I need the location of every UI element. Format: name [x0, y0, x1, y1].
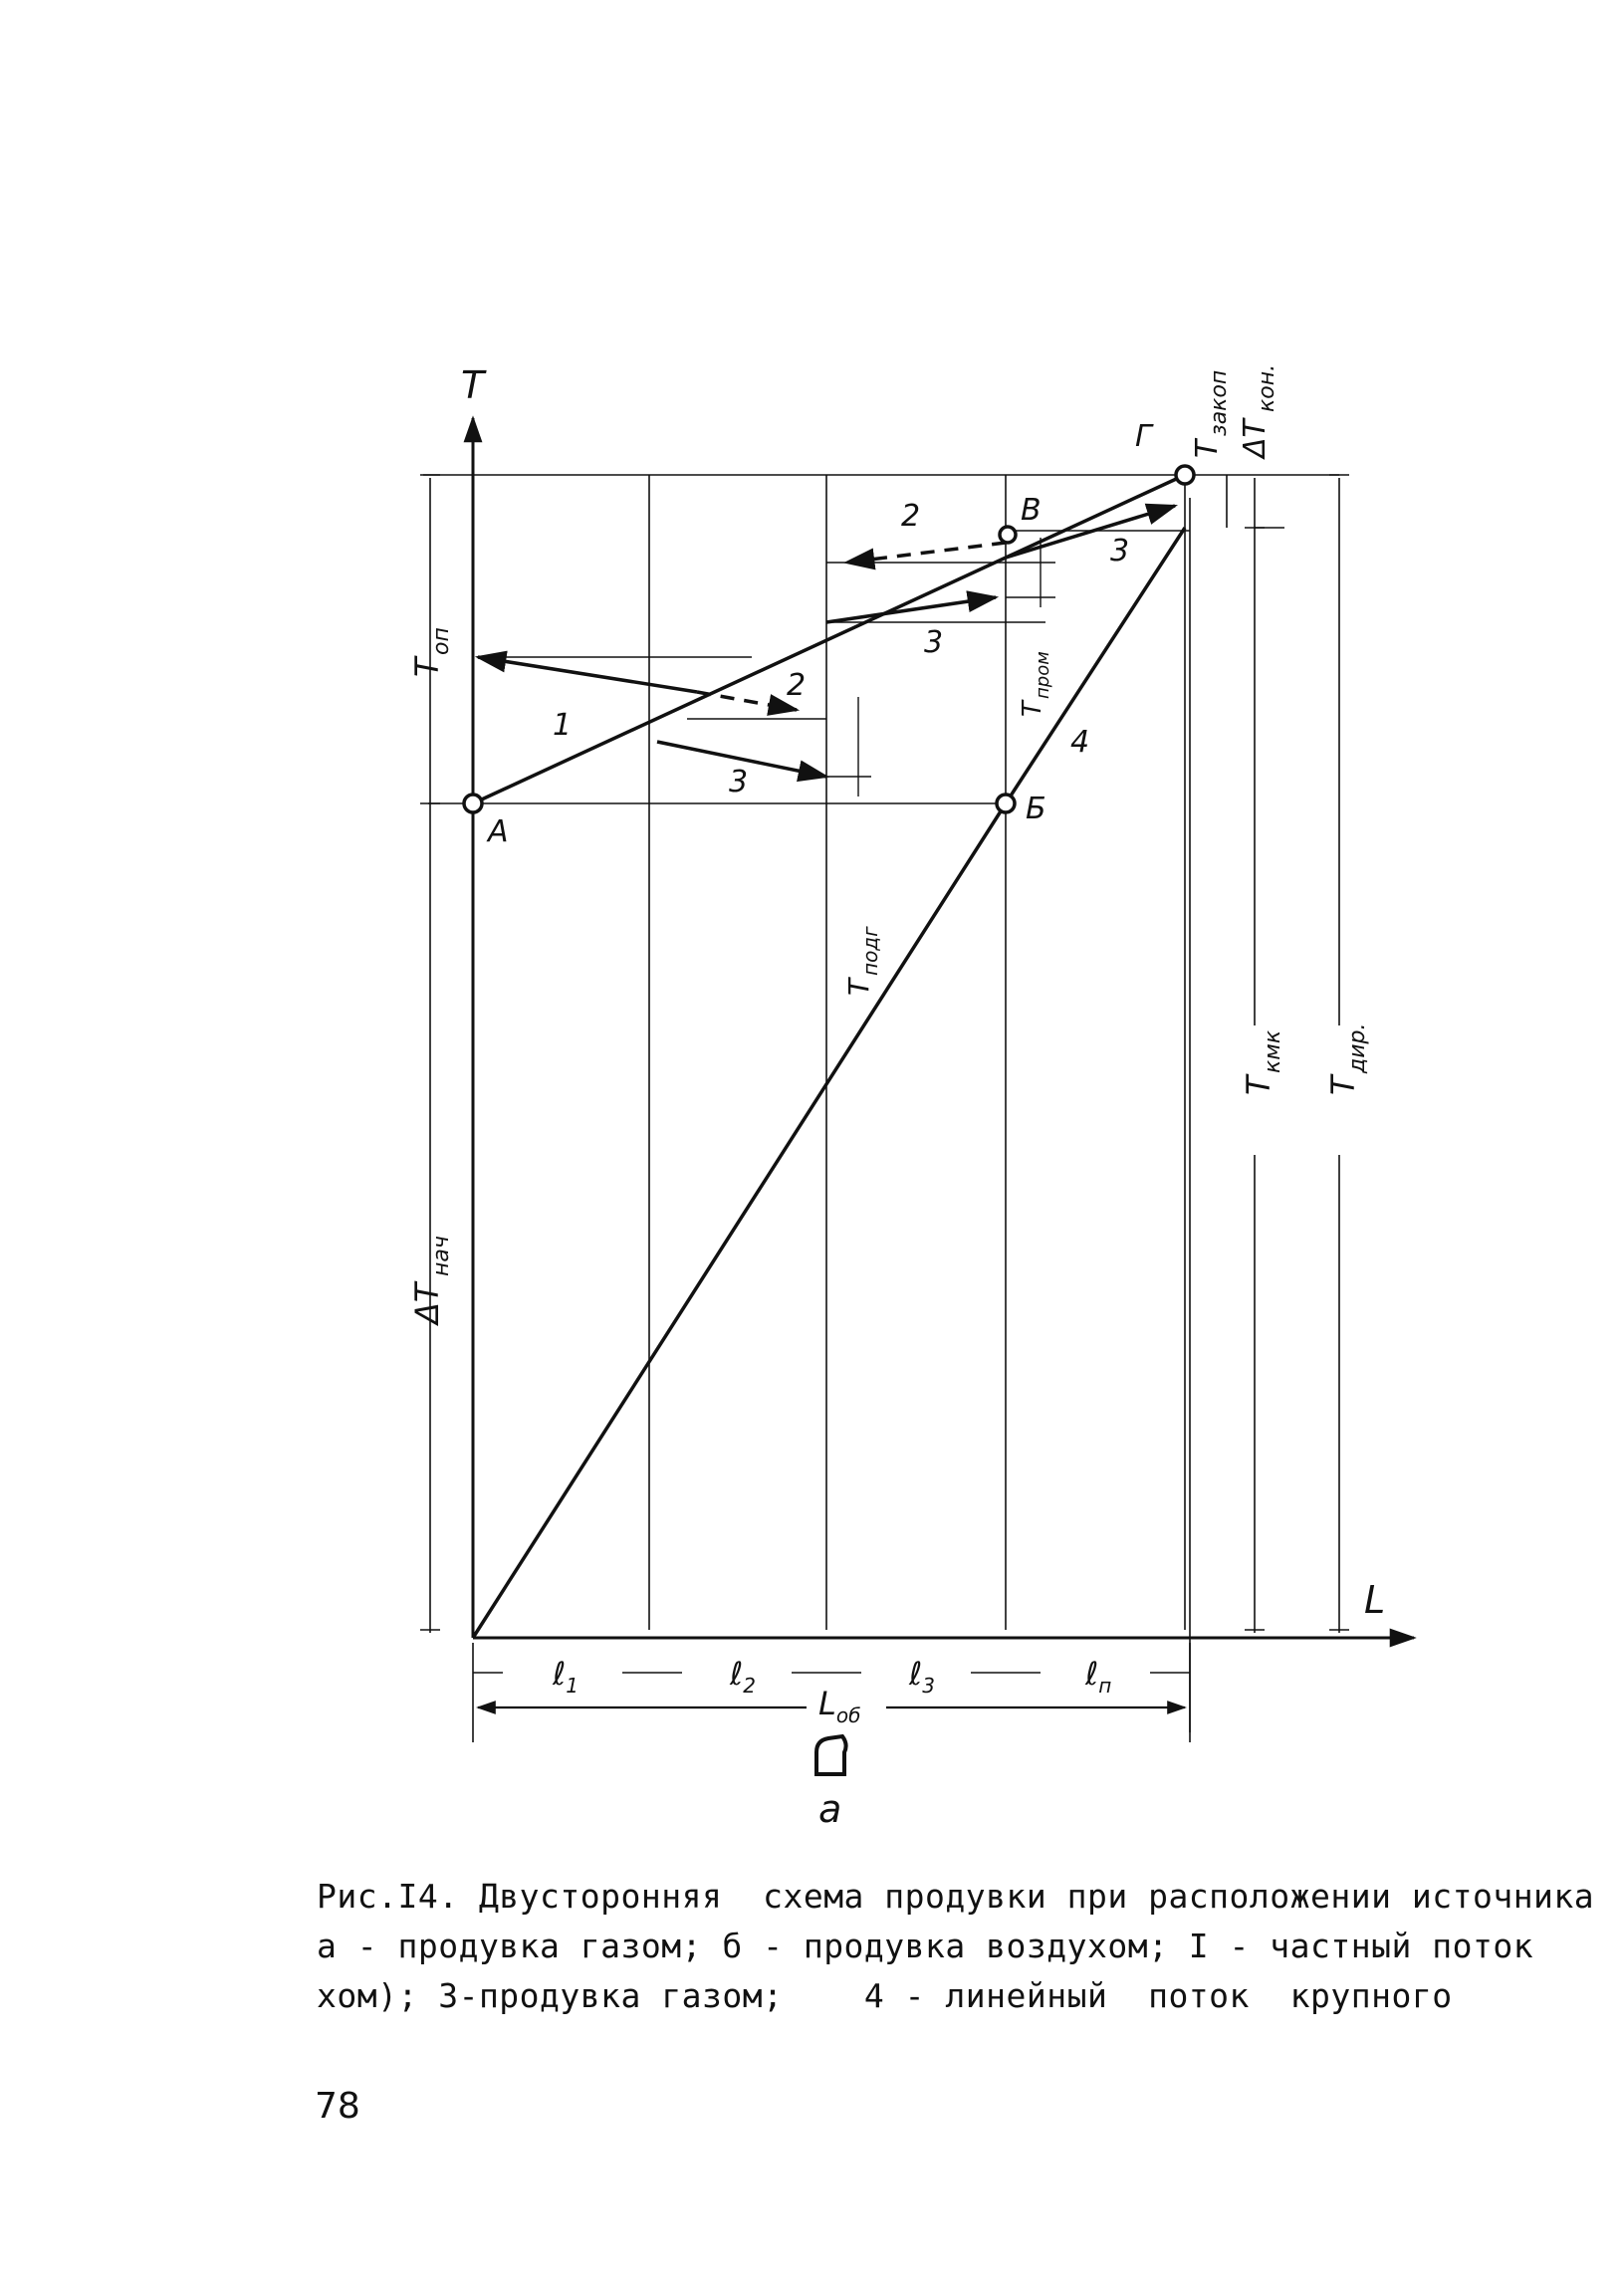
y-axis-label: T [461, 363, 485, 407]
caption-line-1: Рис.I4. Двусторонняя схема продувки при расположении источника [317, 1877, 1595, 1916]
svg-text:T: T [408, 657, 446, 677]
page-number: 78 [315, 2086, 360, 2127]
label-B: Б [1026, 792, 1046, 826]
point-G [1176, 466, 1194, 484]
panel-letter: а [818, 1787, 842, 1831]
t-op-label [408, 627, 454, 677]
caption-line-3: хом); 3-продувка газом; 4 - линейный поток крупного [317, 1976, 1453, 2015]
main-lines [473, 475, 1185, 1638]
line-number-2a: 2 [787, 668, 807, 703]
point-B [997, 795, 1015, 812]
dt-nach-label [408, 1236, 454, 1327]
svg-text:T: T [1018, 701, 1047, 717]
source-symbol-icon [816, 1736, 846, 1774]
svg-text:T: T [1324, 1075, 1362, 1095]
svg-text:ΔT: ΔT [1238, 419, 1273, 458]
arrow-2-upper-dashed [846, 543, 1006, 563]
figure-caption [317, 1872, 1601, 2021]
svg-text:нач: нач [429, 1236, 454, 1276]
svg-text:дир.: дир. [1345, 1023, 1370, 1073]
label-G: Г [1135, 419, 1152, 454]
svg-text:T: T [842, 978, 875, 996]
seg-lob: $L_{об}$ [818, 1685, 861, 1727]
x-axis-label: L [1364, 1578, 1386, 1622]
label-V: В [1021, 493, 1042, 528]
svg-text:закоп: закоп [1207, 369, 1232, 436]
svg-text:подг: подг [858, 926, 882, 976]
line-number-1: 1 [553, 708, 573, 743]
t-prom-label [1018, 651, 1053, 717]
seg-l2: ℓ$_2$ [730, 1655, 756, 1698]
svg-text:кмк: кмк [1261, 1029, 1285, 1073]
line-number-3c: 3 [1110, 534, 1130, 568]
seg-l3: ℓ$_3$ [909, 1655, 935, 1698]
svg-text:пром: пром [1033, 651, 1053, 699]
point-A [464, 795, 482, 812]
line-number-3a: 3 [729, 765, 749, 799]
svg-text:T: T [1240, 1075, 1277, 1095]
point-V [1000, 527, 1016, 543]
seg-ln: ℓ$_п$ [1085, 1655, 1112, 1698]
seg-l1: ℓ$_1$ [553, 1655, 579, 1698]
line-4-origin-B [473, 803, 1006, 1638]
svg-text:кон.: кон. [1255, 363, 1279, 412]
svg-text:оп: оп [429, 627, 454, 655]
caption-line-2: а - продувка газом; б - продувка воздухом; I - частный поток [317, 1927, 1534, 1965]
line-number-3b: 3 [924, 625, 944, 660]
svg-text:T: T [1190, 439, 1225, 458]
line-number-4: 4 [1070, 725, 1090, 760]
line-number-2b: 2 [901, 499, 921, 534]
grid [423, 475, 1339, 1732]
svg-text:ΔT: ΔT [408, 1282, 446, 1324]
label-A: A [488, 814, 509, 849]
axes [461, 363, 1414, 1638]
dt-kon-label [1238, 364, 1279, 460]
t-podg-label [842, 926, 882, 996]
t-zakop-label [1190, 370, 1232, 458]
arrow-upper-left [478, 657, 697, 692]
